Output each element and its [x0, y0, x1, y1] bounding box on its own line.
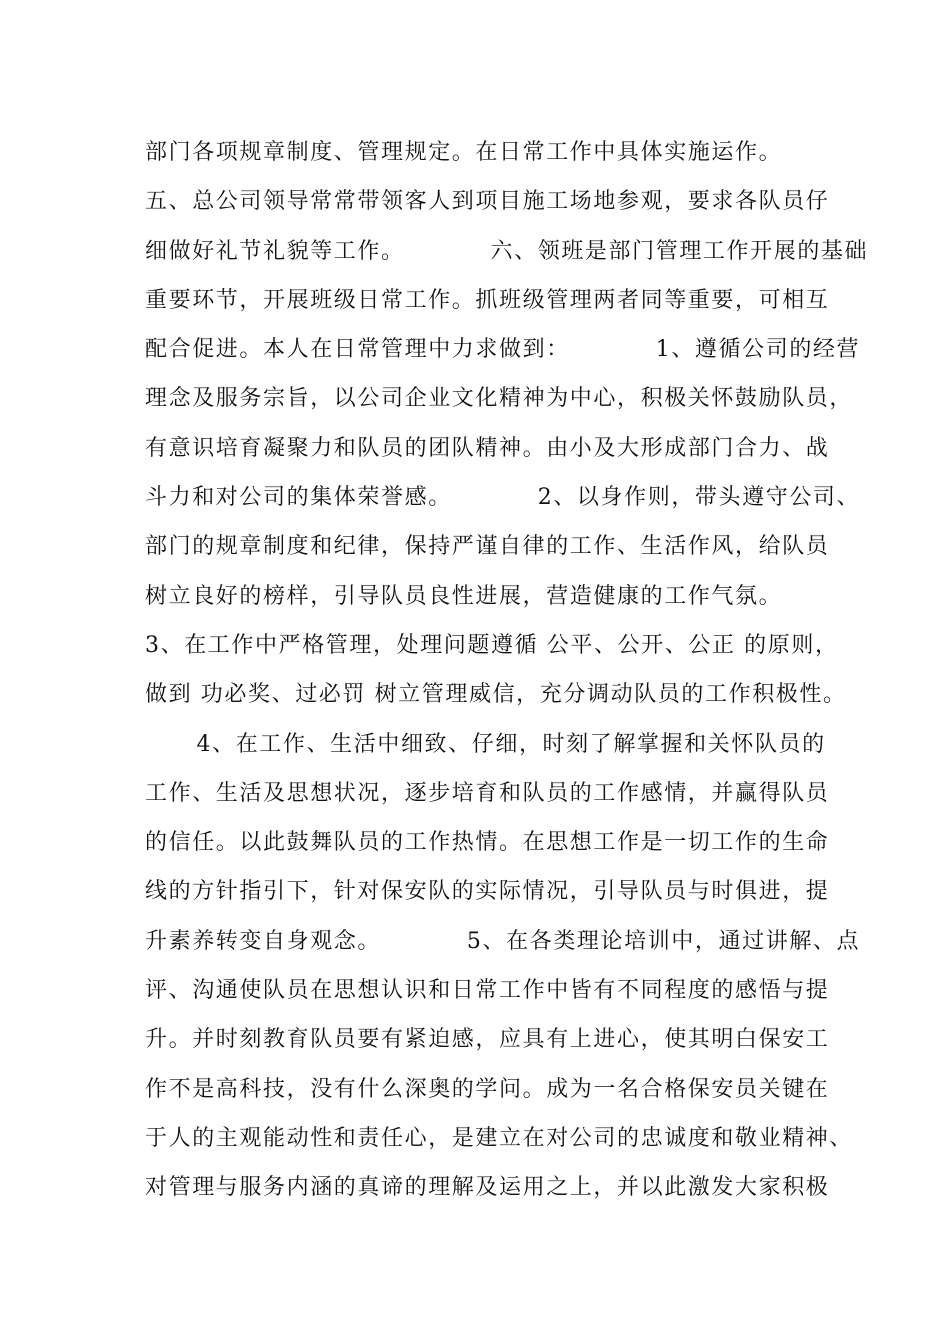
- text-line: 线的方针指引下，针对保安队的实际情况，引导队员与时俱进，提: [145, 879, 830, 905]
- text-line: 4、在工作、生活中细致、仔细，时刻了解掌握和关怀队员的: [145, 731, 826, 757]
- text-line: 升素养转变自身观念。 5、在各类理论培训中，通过讲解、点: [145, 928, 861, 954]
- text-line: 评、沟通使队员在思想认识和日常工作中皆有不同程度的感悟与提: [145, 978, 830, 1004]
- text-line: 部门各项规章制度、管理规定。在日常工作中具体实施运作。: [145, 140, 783, 165]
- text-line: 部门的规章制度和纪律，保持严谨自律的工作、生活作风，给队员: [145, 534, 830, 560]
- text-line: 细做好礼节礼貌等工作。 六、领班是部门管理工作开展的基础: [145, 238, 869, 264]
- text-line: 理念及服务宗旨，以公司企业文化精神为中心，积极关怀鼓励队员，: [145, 386, 854, 412]
- text-line: 有意识培育凝聚力和队员的团队精神。由小及大形成部门合力、战: [145, 435, 830, 461]
- text-line: 五、总公司领导常常带领客人到项目施工场地参观，要求各队员仔: [145, 189, 830, 215]
- text-line: 工作、生活及思想状况，逐步培育和队员的工作感情，并赢得队员: [145, 780, 830, 806]
- text-line: 做到 功必奖、过必罚 树立管理威信，充分调动队员的工作积极性。: [145, 682, 847, 708]
- text-line: 对管理与服务内涵的真谛的理解及运用之上，并以此激发大家积极: [145, 1175, 830, 1201]
- text-line: 斗力和对公司的集体荣誉感。 2、以身作则，带头遵守公司、: [145, 485, 861, 511]
- text-line: 配合促进。本人在日常管理中力求做到： 1、遵循公司的经营: [145, 337, 861, 363]
- text-line: 升。并时刻教育队员要有紧迫感，应具有上进心，使其明白保安工: [145, 1027, 830, 1053]
- text-line: 3、在工作中严格管理，处理问题遵循 公平、公开、公正 的原则，: [145, 632, 839, 658]
- text-line: 作不是高科技，没有什么深奥的学问。成为一名合格保安员关键在: [145, 1076, 830, 1102]
- text-line: 的信任。以此鼓舞队员的工作热情。在思想工作是一切工作的生命: [145, 830, 830, 856]
- text-line: 于人的主观能动性和责任心，是建立在对公司的忠诚度和敬业精神、: [145, 1125, 854, 1151]
- text-line: 树立良好的榜样，引导队员良性进展，营造健康的工作气氛。: [145, 583, 783, 609]
- text-line: 重要环节，开展班级日常工作。抓班级管理两者同等重要，可相互: [145, 287, 830, 313]
- body-text: [145, 128, 869, 1213]
